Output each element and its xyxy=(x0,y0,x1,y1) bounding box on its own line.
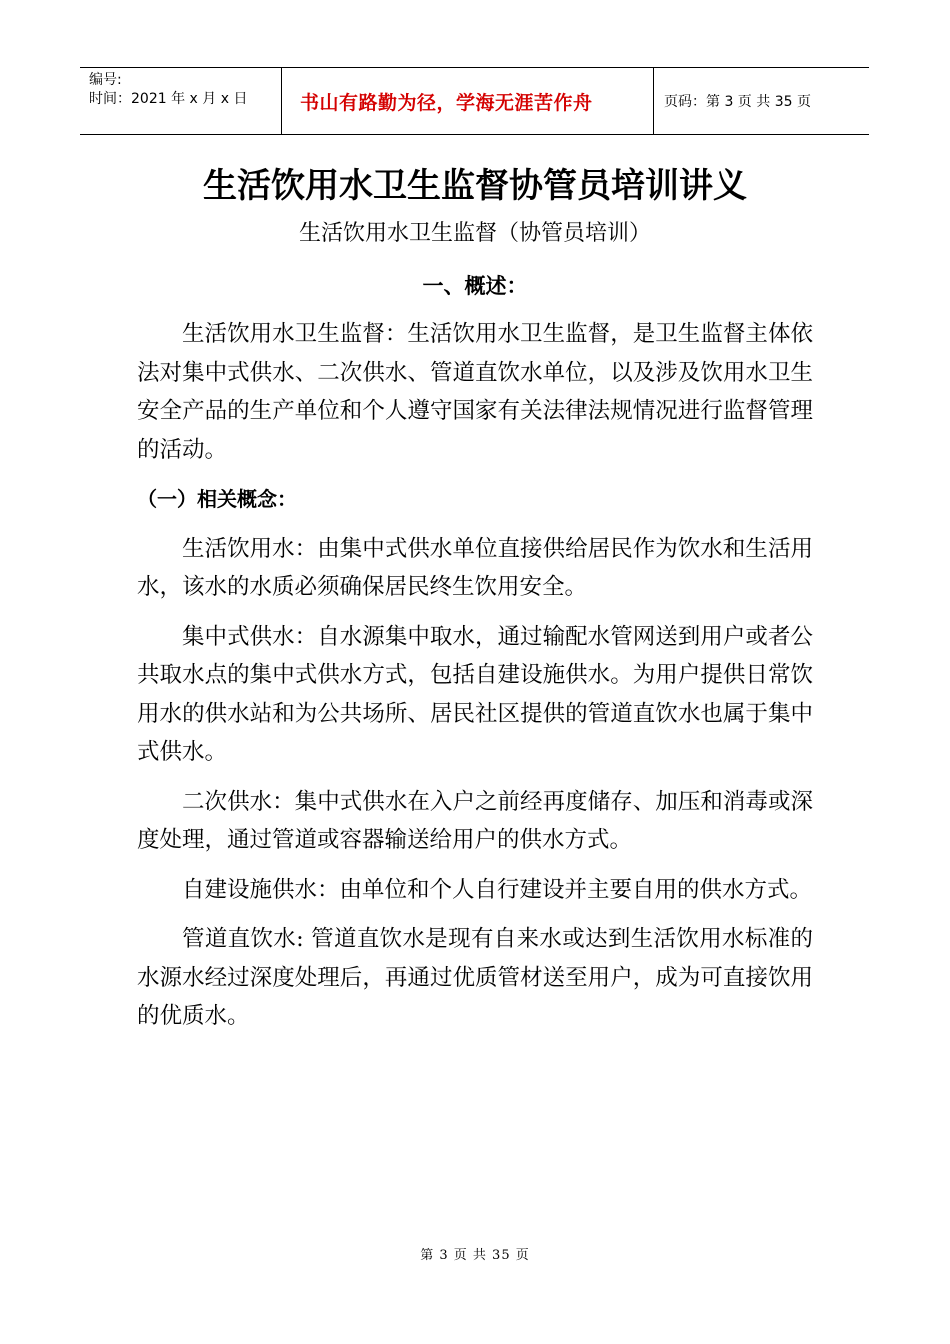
concepts-heading: （一）相关概念： xyxy=(137,487,297,511)
concept-paragraph-drinking-water: 生活饮用水：由集中式供水单位直接供给居民作为饮水和生活用水，该水的水质必须确保居民终生饮用安全。 xyxy=(137,535,813,600)
document-subtitle: 生活饮用水卫生监督（协管员培训） xyxy=(298,221,651,246)
concept-paragraph-self-built-supply: 自建设施供水：由单位和个人自行建设并主要自用的供水方式。 xyxy=(182,876,813,903)
document-body xyxy=(137,315,813,1047)
header-date-label: 时间：2021 年 x 月 x 日 xyxy=(89,91,248,107)
concept-paragraph-secondary-supply: 二次供水：集中式供水在入户之前经再度储存、加压和消毒或深度处理，通过管道或容器输送给用户的供水方式。 xyxy=(137,788,813,853)
document-title: 生活饮用水卫生监督协管员培训讲义 xyxy=(203,166,747,206)
header-motto: 书山有路勤为径，学海无涯苦作舟 xyxy=(282,68,654,134)
concept-paragraph-pipeline-direct-drinking: 管道直饮水: 管道直饮水是现有自来水或达到生活饮用水标准的水源水经过深度处理后，再通过优质管材送至用户，成为可直接饮用的优质水。 xyxy=(137,926,813,1029)
header-meta-cell xyxy=(80,68,282,134)
section-heading-overview: 一、概述： xyxy=(422,274,528,298)
concept-paragraph-centralized-supply: 集中式供水：自水源集中取水，通过输配水管网送到用户或者公共取水点的集中式供水方式，包括自建设施供水。为用户提供日常饮用水的供水站和为公共场所、居民社区提供的管道直饮水也属于集中式供水。 xyxy=(137,623,813,765)
header-page-info: 页码：第 3 页 共 35 页 xyxy=(664,94,811,110)
overview-paragraph: 生活饮用水卫生监督：生活饮用水卫生监督，是卫生监督主体依法对集中式供水、二次供水、管道直饮水单位，以及涉及饮用水卫生安全产品的生产单位和个人遵守国家有关法律法规情况进行监督管理的活动。 xyxy=(137,321,813,463)
page-header xyxy=(80,67,869,135)
header-number-label: 编号: xyxy=(89,72,122,88)
page-footer: 第 3 页 共 35 页 xyxy=(420,1248,530,1263)
